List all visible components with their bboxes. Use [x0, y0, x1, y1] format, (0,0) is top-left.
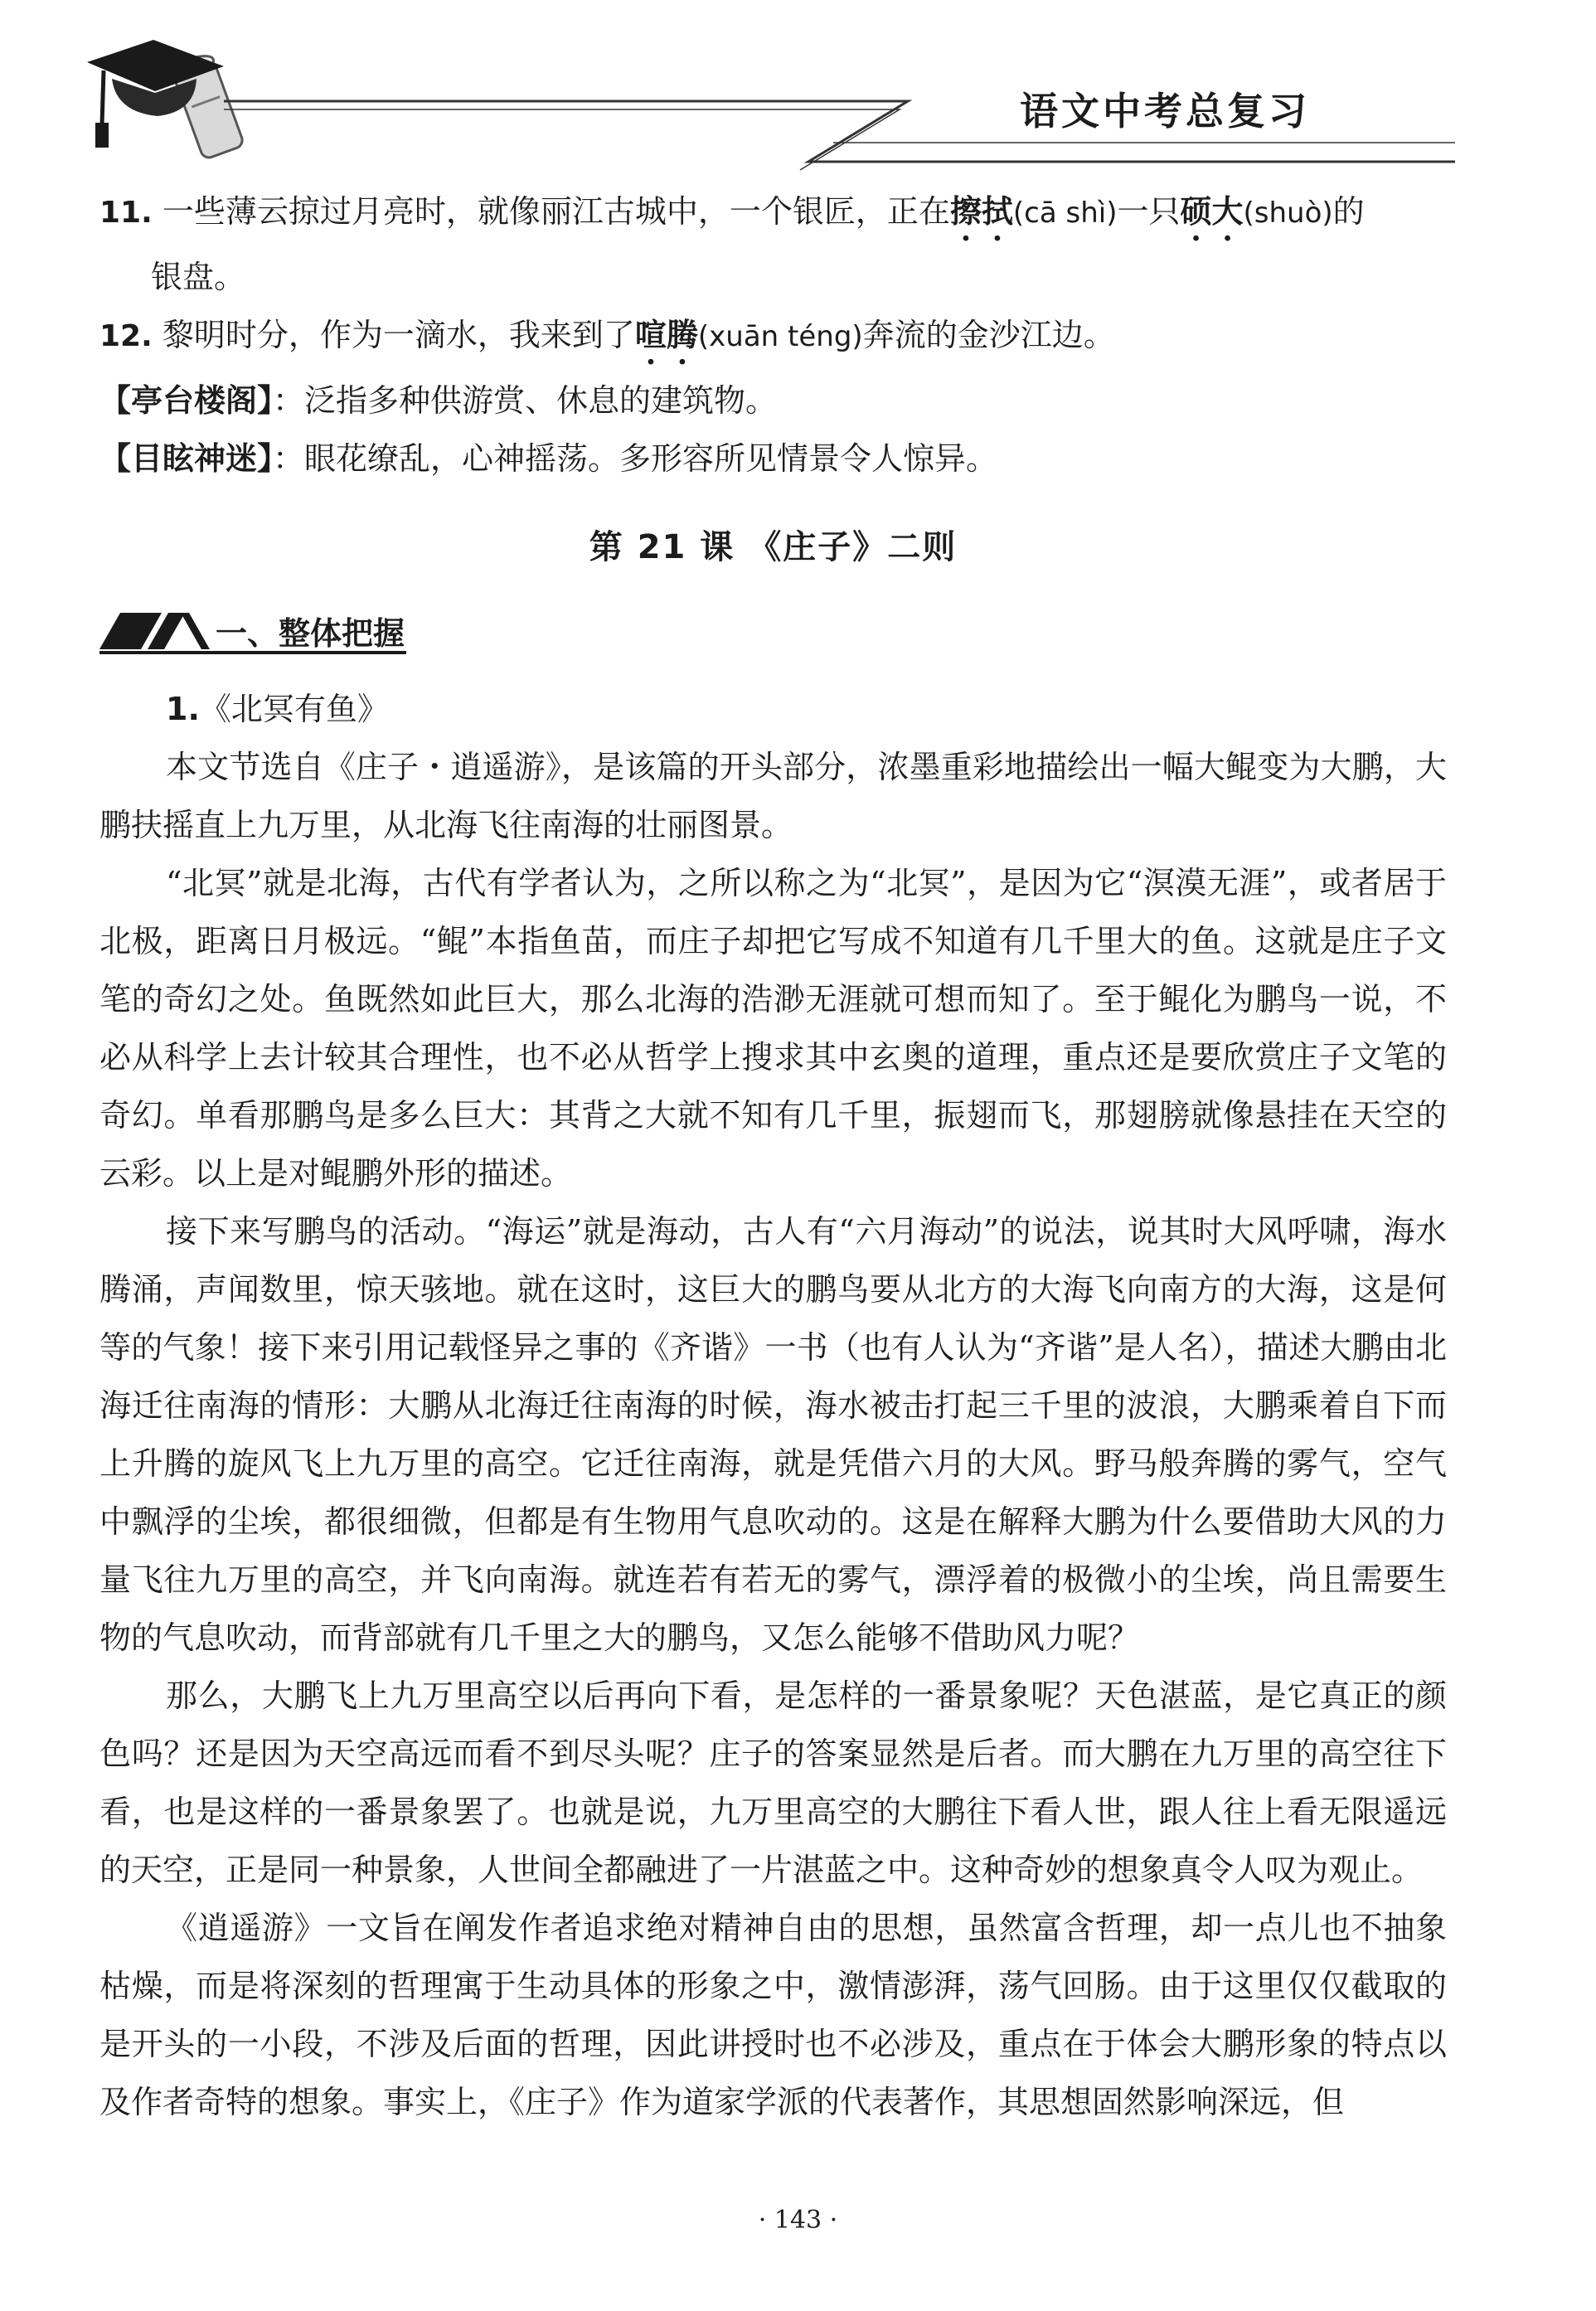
exercise-item-12	[99, 306, 1447, 371]
emphasized-word: 硕大	[1180, 192, 1244, 230]
item-text: 的	[1332, 193, 1365, 230]
sub-title-text: 《北冥有鱼》	[199, 691, 389, 727]
section-heading	[99, 601, 1447, 659]
term-label: 【目眩神迷】	[99, 440, 274, 477]
exercise-item-11	[99, 182, 1447, 248]
item-number: 11.	[99, 196, 153, 230]
paragraph: 本文节选自《庄子・逍遥游》，是该篇的开头部分，浓墨重彩地描绘出一幅大鲲变为大鹏，大鹏扶摇直上九万里，从北海飞往南海的壮丽图景。	[99, 749, 1447, 843]
paragraph: 《逍遥游》一文旨在阐发作者追求绝对精神自由的思想，虽然富含哲理，却一点儿也不抽象枯燥，而是将深刻的哲理寓于生动具体的形象之中，激情澎湃，荡气回肠。由于这里仅仅截取的是开头的一小段，不涉及后面的哲理，因此讲授时也不必涉及，重点在于体会大鹏形象的特点以及作者奇特的想象。事实上，《庄子》作为道家学派的代表著作，其思想固然影响深远，但	[99, 1910, 1447, 2120]
term-definition	[99, 371, 1447, 430]
pinyin: (shuò)	[1243, 197, 1333, 230]
term-definition	[99, 430, 1447, 488]
page-number: · 143 ·	[758, 2206, 838, 2235]
paragraph: 那么，大鹏飞上九万里高空以后再向下看，是怎样的一番景象呢？天色湛蓝，是它真正的颜色吗？还是因为天空高远而看不到尽头呢？庄子的答案显然是后者。而大鹏在九万里的高空往下看，也是这样的一番景象罢了。也就是说，九万里高空的大鹏往下看人世，跟人往上看无限遥远的天空，正是同一种景象，人世间全都融进了一片湛蓝之中。这种奇妙的想象真令人叹为观止。	[99, 1677, 1447, 1888]
book-title: 语文中考总复习	[1020, 89, 1310, 134]
item-number: 12.	[99, 319, 153, 353]
exercise-item-11-continuation: 银盘。	[151, 259, 246, 295]
item-text: 黎明时分，作为一滴水，我来到了	[162, 317, 635, 353]
term-text: ：泛指多种供游赏、休息的建筑物。	[273, 382, 778, 419]
item-text: 一只	[1117, 193, 1181, 230]
pinyin: (cā shì)	[1012, 197, 1118, 230]
lesson-title: 第 21 课 《庄子》二则	[589, 528, 958, 566]
item-text: 一些薄云掠过月亮时，就像丽江古城中，一个银匠，正在	[162, 193, 950, 230]
emphasized-word: 擦拭	[949, 192, 1013, 230]
sub-title	[99, 680, 1447, 738]
page-header	[79, 33, 1455, 174]
paragraph: 接下来写鹏鸟的活动。“海运”就是海动，古人有“六月海动”的说法，说其时大风呼啸，海水腾涌，声闻数里，惊天骇地。就在这时，这巨大的鹏鸟要从北方的大海飞向南方的大海，这是何等的气象！接下来引用记载怪异之事的《齐谐》一书（也有人认为“齐谐”是人名），描述大鹏由北海迁往南海的情形：大鹏从北海迁往南海的时候，海水被击打起三千里的波浪，大鹏乘着自下而上升腾的旋风飞上九万里的高空。它迁往南海，就是凭借六月的大风。野马般奔腾的雾气，空气中飘浮的尘埃，都很细微，但都是有生物用气息吹动的。这是在解释大鹏为什么要借助大风的力量飞往九万里的高空，并飞向南海。就连若有若无的雾气，漂浮着的极微小的尘埃，尚且需要生物的气息吹动，而背部就有几千里之大的鹏鸟，又怎么能够不借助风力呢？	[99, 1213, 1447, 1656]
section-label: 一、整体把握	[216, 615, 405, 652]
term-label: 【亭台楼阁】	[99, 382, 274, 419]
term-text: ：眼花缭乱，心神摇荡。多形容所见情景令人惊异。	[273, 440, 998, 477]
paragraph: “北冥”就是北海，古代有学者认为，之所以称之为“北冥”，是因为它“溟漠无涯”，或者居于北极，距离日月极远。“鲲”本指鱼苗，而庄子却把它写成不知道有几千里大的鱼。这就是庄子文笔的奇幻之处。鱼既然如此巨大，那么北海的浩渺无涯就可想而知了。至于鲲化为鹏鸟一说，不必从科学上去计较其合理性，也不必从哲学上搜求其中玄奥的道理，重点还是要欣赏庄子文笔的奇幻。单看那鹏鸟是多么巨大：其背之大就不知有几千里，振翅而飞，那翅膀就像悬挂在天空的云彩。以上是对鲲鹏外形的描述。	[99, 865, 1447, 1192]
emphasized-word: 喧腾	[634, 316, 698, 353]
item-text: 奔流的金沙江边。	[862, 317, 1115, 353]
pinyin: (xuān téng)	[697, 320, 863, 353]
sub-title-number: 1.	[166, 691, 200, 727]
page-content	[99, 182, 1447, 2131]
